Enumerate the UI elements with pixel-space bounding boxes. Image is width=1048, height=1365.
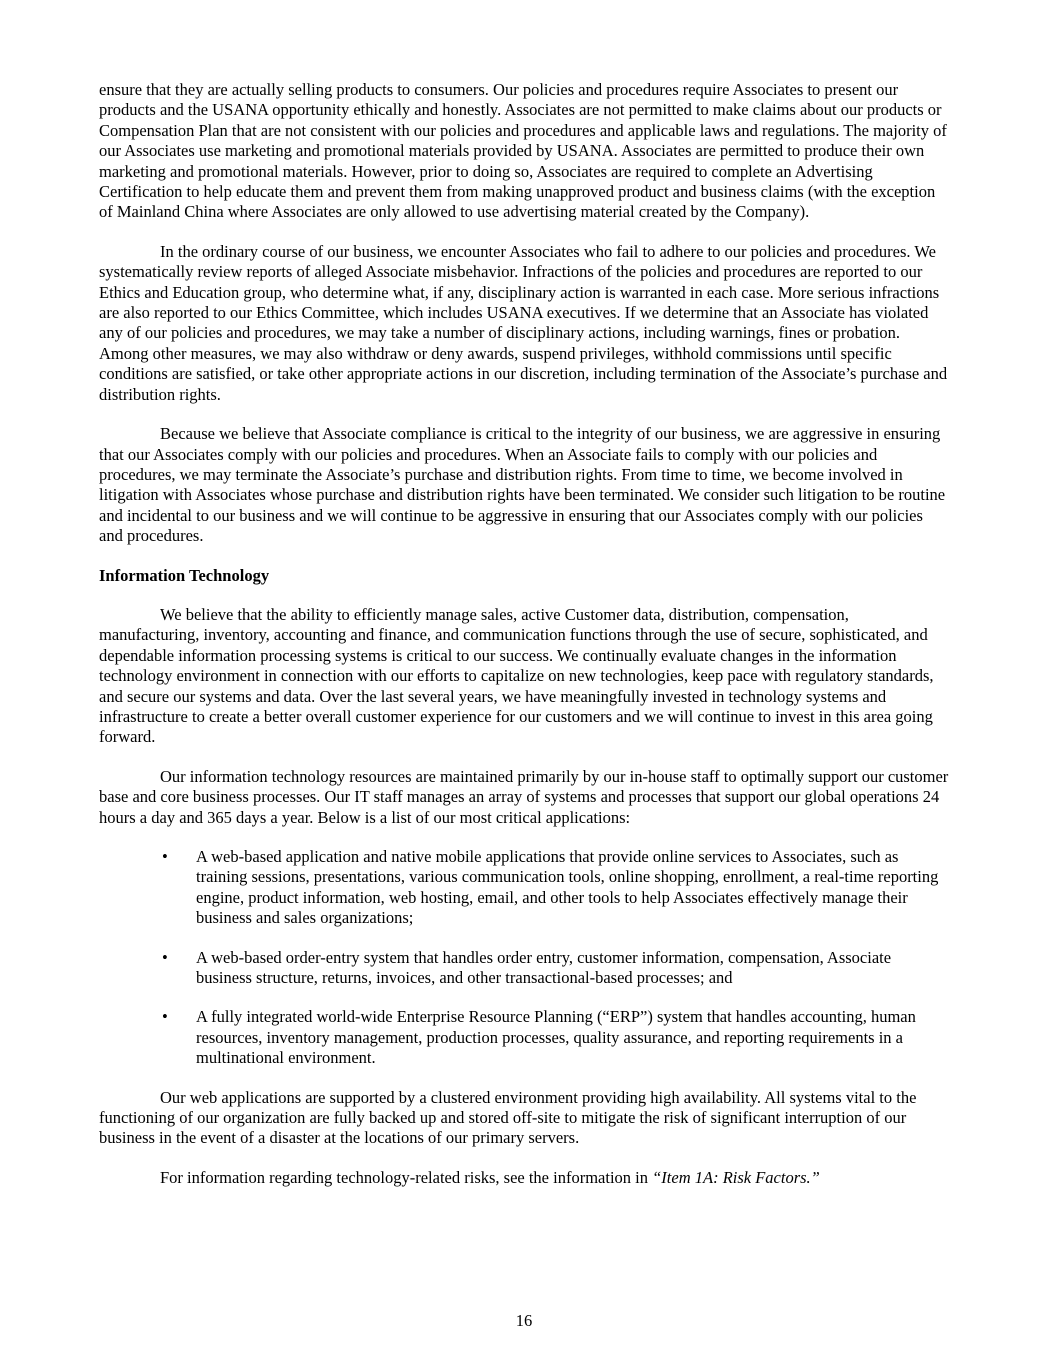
list-item-order-entry-system (99, 948, 950, 989)
bullet-icon: • (162, 847, 168, 866)
bullet-icon: • (162, 947, 168, 967)
paragraph-it-systems-importance: We believe that the ability to efficiently manage sales, active Customer data, distribution, compensation, manufacturing, inventory, accounting and finance, and communication functions through the use of secure, sophisticated, and dependable information processing systems is critical to our success. We continually evaluate changes in the information technology environment in connection with our efforts to capitalize on new technologies, keep pace with regulatory standards, and secure our systems and data. Over the last several years, we have meaningfully invested in technology systems and infrastructure to create a better overall customer experience for our customers and we will continue to invest in this area going forward. (99, 604, 934, 747)
risk-factors-reference-text: For information regarding technology-related risks, see the information in (160, 1167, 653, 1187)
paragraph-misbehavior-review: In the ordinary course of our business, we encounter Associates who fail to adhere to our policies and procedures. We systematically review reports of alleged Associate misbehavior. Infractions of the policies and procedures are reported to our Ethics and Education group, who determine what, if any, disciplinary action is warranted in each case. More serious infractions are also reported to our Ethics Committee, which includes USANA executives. If we determine that an Associate has violated any of our policies and procedures, we may take a number of disciplinary actions, including warnings, fines or probation. Among other measures, we may also withdraw or deny awards, suspend privileges, withhold commissions until specific conditions are satisfied, or take other appropriate actions in our discretion, including termination of the Associate’s purchase and distribution rights. (99, 241, 948, 404)
document-page-body (99, 80, 950, 1207)
list-item-text: A fully integrated world-wide Enterprise Resource Planning (“ERP”) system that handles accounting, human resources, inventory management, production processes, quality assurance, and reporting requirements in a multinational environment. (196, 1007, 916, 1068)
paragraph-web-availability: Our web applications are supported by a clustered environment providing high availability. All systems vital to the functioning of our organization are fully backed up and stored off-site to mitigate the risk of significant interruption of our business in the event of a disaster at the locations of our primary servers. (99, 1087, 917, 1148)
paragraph-associate-policies-continuation: ensure that they are actually selling products to consumers. Our policies and procedures require Associates to present our products and the USANA opportunity ethically and honestly. Associates are not permitted to make claims about our products or Compensation Plan that are not consistent with our policies and procedures and applicable laws and regulations. The majority of our Associates use marketing and promotional materials provided by USANA. Associates are permitted to produce their own marketing and promotional materials. However, prior to doing so, Associates are required to complete an Advertising Certification to help educate them and prevent them from making unapproved product and business claims (with the exception of Mainland China where Associates are only allowed to use advertising material created by the Company). (99, 80, 947, 222)
section-heading-information-technology: Information Technology (99, 565, 270, 585)
paragraph-risk-factors-reference (99, 1168, 950, 1188)
list-item-text: A web-based application and native mobile applications that provide online services to Associates, such as training sessions, presentations, various communication tools, online shopping, enrollment, a real-time reporting engine, product information, web hosting, email, and other tools to help Associates effectively manage their business and sales organizations; (196, 847, 939, 928)
list-item-text: A web-based order-entry system that handles order entry, customer information, compensation, Associate business structure, returns, invoices, and other transactional-based processes; and (196, 947, 892, 988)
page-number: 16 (515, 1311, 533, 1330)
critical-applications-list (99, 847, 950, 1069)
list-item-web-application (99, 847, 950, 929)
paragraph-compliance-litigation: Because we believe that Associate compliance is critical to the integrity of our business, we are aggressive in ensuring that our Associates comply with our policies and procedures. When an Associate fails to comply with our policies and procedures, we may terminate the Associate’s purchase and distribution rights. From time to time, we become involved in litigation with Associates whose purchase and distribution rights have been terminated. We consider such litigation to be routine and incidental to our business and we will continue to be aggressive in ensuring that our Associates comply with our policies and procedures. (99, 424, 946, 546)
bullet-icon: • (162, 1007, 168, 1027)
risk-factors-citation: “Item 1A: Risk Factors.” (652, 1167, 820, 1187)
list-item-erp-system (99, 1007, 950, 1068)
paragraph-it-resources: Our information technology resources are maintained primarily by our in-house staff to optimally support our customer base and core business processes. Our IT staff manages an array of systems and processes that support our global operations 24 hours a day and 365 days a year. Below is a list of our most critical applications: (99, 766, 949, 827)
